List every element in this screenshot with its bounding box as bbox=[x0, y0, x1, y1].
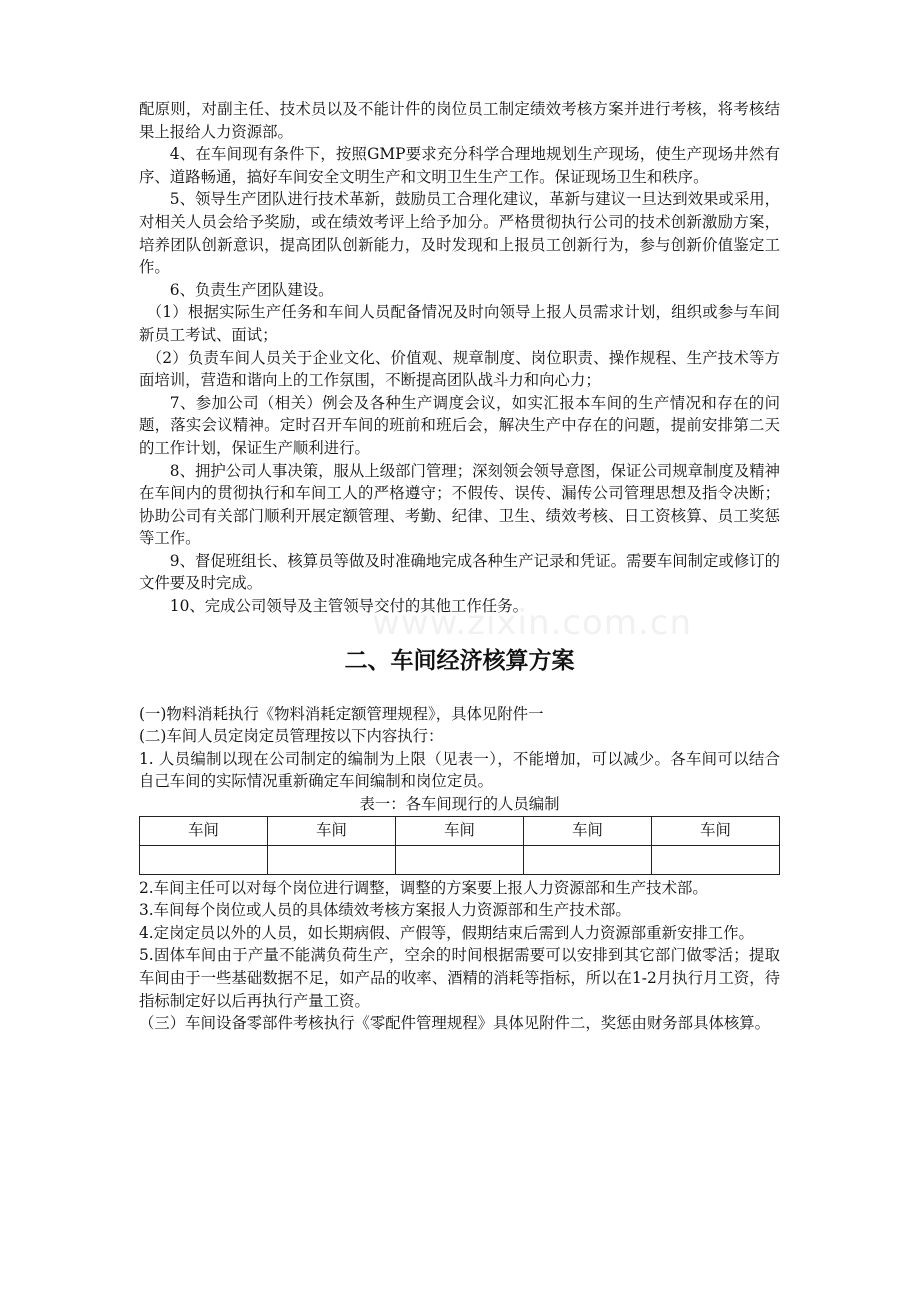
watermark: www.zixin.com.cn bbox=[372, 603, 692, 643]
table-header-row bbox=[140, 816, 780, 845]
table-cell bbox=[524, 845, 652, 874]
paragraph-staffing-rule-2: 2.车间主任可以对每个岗位进行调整，调整的方案要上报人力资源部和生产技术部。 bbox=[139, 878, 708, 897]
document-page bbox=[139, 98, 780, 1035]
paragraph-equipment-parts: （三）车间设备零部件考核执行《零配件管理规程》具体见附件二，奖惩由财务部具体核算。 bbox=[139, 1014, 771, 1033]
paragraph-item-6-1: （1）根据实际生产任务和车间人员配备情况及时向领导上报人员需求计划，组织或参与车间新员工考试、面试； bbox=[139, 303, 780, 344]
paragraph-item-6: 6、负责生产团队建设。 bbox=[169, 280, 334, 299]
table-header-cell: 车间 bbox=[396, 816, 524, 845]
table-caption: 表一：各车间现行的人员编制 bbox=[359, 795, 560, 814]
table-cell bbox=[140, 845, 268, 874]
paragraph-material-consumption: (一)物料消耗执行《物料消耗定额管理规程》，具体见附件一 bbox=[139, 704, 544, 723]
table-cell bbox=[652, 845, 780, 874]
paragraph-item-6-2: （2）负责车间人员关于企业文化、价值观、规章制度、岗位职责、操作规程、生产技术等方面培训，营造和谐向上的工作氛围，不断提高团队战斗力和向心力； bbox=[139, 348, 780, 390]
paragraph-item-7: 7、参加公司（相关）例会及各种生产调度会议，如实汇报本车间的生产情况和存在的问题，落实会议精神。定时召开车间的班前和班后会，解决生产中存在的问题，提前安排第二天的工作计划，保证生产顺利进行。 bbox=[139, 393, 780, 457]
table-cell bbox=[396, 845, 524, 874]
table-row bbox=[140, 845, 780, 874]
paragraph-staffing-rule-3: 3.车间每个岗位或人员的具体绩效考核方案报人力资源部和生产技术部。 bbox=[139, 901, 631, 920]
paragraph-staffing-management: (二)车间人员定岗定员管理按以下内容执行： bbox=[139, 727, 444, 746]
paragraph-staffing-rule-4: 4.定岗定员以外的人员，如长期病假、产假等，假期结束后需到人力资源部重新安排工作。 bbox=[139, 923, 754, 942]
staffing-table bbox=[139, 816, 780, 875]
paragraph-staffing-rule-1: 1. 人员编制以现在公司制定的编制为上限（见表一），不能增加，可以减少。各车间可以结合自己车间的实际情况重新确定车间编制和岗位定员。 bbox=[139, 749, 780, 791]
paragraph-continuation: 配原则，对副主任、技术员以及不能计件的岗位员工制定绩效考核方案并进行考核，将考核结果上报给人力资源部。 bbox=[139, 100, 780, 141]
paragraph-item-4: 4、在车间现有条件下，按照GMP要求充分科学合理地规划生产现场，使生产现场井然有序、道路畅通，搞好车间安全文明生产和文明卫生生产工作。保证现场卫生和秩序。 bbox=[139, 145, 780, 186]
paragraph-item-5: 5、领导生产团队进行技术革新，鼓励员工合理化建议，革新与建议一旦达到效果或采用，对相关人员会给予奖励，或在绩效考评上给予加分。严格贯彻执行公司的技术创新激励方案，培养团队创新意识，提高团队创新能力，及时发现和上报员工创新行为，参与创新价值鉴定工作。 bbox=[139, 190, 780, 277]
table-cell bbox=[268, 845, 396, 874]
section-title: 二、车间经济核算方案 bbox=[344, 647, 575, 674]
table-header-cell: 车间 bbox=[652, 816, 780, 845]
paragraph-item-10: 10、完成公司领导及主管领导交付的其他工作任务。 bbox=[169, 597, 528, 616]
table-header-cell: 车间 bbox=[140, 816, 268, 845]
table-header-cell: 车间 bbox=[524, 816, 652, 845]
paragraph-item-9: 9、督促班组长、核算员等做及时准确地完成各种生产记录和凭证。需要车间制定或修订的文件要及时完成。 bbox=[139, 551, 780, 593]
paragraph-item-8: 8、拥护公司人事决策，服从上级部门管理；深刻领会领导意图，保证公司规章制度及精神在车间内的贯彻执行和车间工人的严格遵守；不假传、误传、漏传公司管理思想及指令决断；协助公司有关部门顺利开展定额管理、考勤、纪律、卫生、绩效考核、日工资核算、员工奖惩等工作。 bbox=[139, 461, 780, 548]
table-header-cell: 车间 bbox=[268, 816, 396, 845]
paragraph-staffing-rule-5: 5.固体车间由于产量不能满负荷生产，空余的时间根据需要可以安排到其它部门做零活；提取车间由于一些基础数据不足，如产品的收率、酒精的消耗等指标，所以在1-2月执行月工资，待指标制定好以后再执行产量工资。 bbox=[139, 946, 780, 1010]
